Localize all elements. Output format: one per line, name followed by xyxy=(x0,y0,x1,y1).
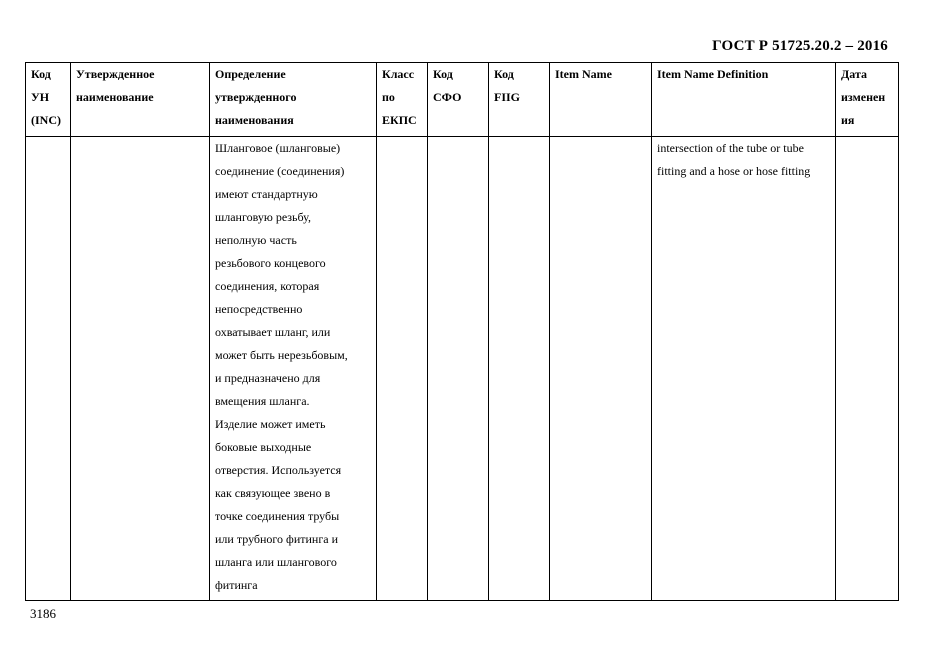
table-row xyxy=(26,137,899,601)
cell-ekps-class xyxy=(377,137,428,601)
cell-item-name xyxy=(550,137,652,601)
cell-fiig-code xyxy=(489,137,550,601)
header-cell-inc-code: Код УН (INC) xyxy=(26,63,71,137)
table-header-row xyxy=(26,63,899,137)
cell-sfo-code xyxy=(428,137,489,601)
cell-inc-code xyxy=(26,137,71,601)
page-number: 3186 xyxy=(30,606,56,621)
header-cell-change-date: Дата изменен ия xyxy=(836,63,899,137)
header-cell-item-name-definition: Item Name Definition xyxy=(652,63,836,137)
specification-table xyxy=(25,62,899,601)
cell-item-name-definition: intersection of the tube or tube fitting and a hose or hose fitting xyxy=(652,137,836,601)
cell-name-definition: Шланговое (шланговые) соединение (соединения) имеют стандартную шланговую резьбу, неполную часть резьбового концевого соединения, которая непосредственно охватывает шланг, или может быть нерезьбовым, и предназначено для вмещения шланга. Изделие может иметь боковые выходные отверстия. Используется как связующее звено в точке соединения трубы или трубного фитинга и шланга или шлангового фитинга xyxy=(210,137,377,601)
cell-change-date xyxy=(836,137,899,601)
header-cell-approved-name: Утвержденное наименование xyxy=(71,63,210,137)
document-code: ГОСТ Р 51725.20.2 – 2016 xyxy=(712,38,888,54)
header-cell-name-definition: Определение утвержденного наименования xyxy=(210,63,377,137)
header-cell-ekps-class: Класс по ЕКПС xyxy=(377,63,428,137)
header-cell-item-name: Item Name xyxy=(550,63,652,137)
cell-approved-name xyxy=(71,137,210,601)
header-cell-sfo-code: Код СФО xyxy=(428,63,489,137)
header-cell-fiig-code: Код FIIG xyxy=(489,63,550,137)
